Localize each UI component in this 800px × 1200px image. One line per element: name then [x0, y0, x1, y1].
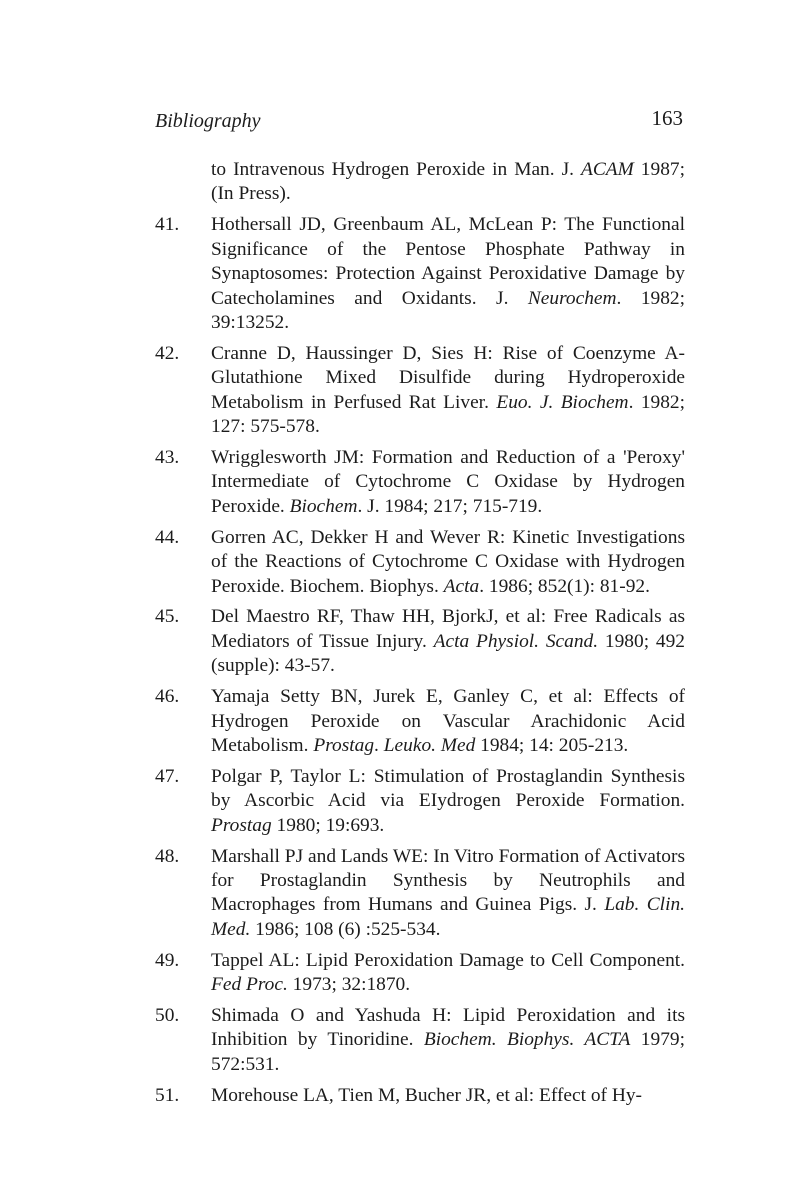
reference-text-segment: 1987; (In Press). [211, 159, 685, 205]
reference-text [211, 606, 685, 676]
reference-text-segment: Cranne D, Haussinger D, Sies H: Rise of Coenzyme A-Glutathione Mixed Disulfide during Hydroperoxide Metabolism in Perfused Rat Liver. [211, 342, 685, 413]
reference-item [155, 845, 685, 943]
reference-list [155, 158, 685, 1115]
reference-text [211, 1005, 685, 1075]
reference-item [155, 1084, 685, 1108]
reference-text [211, 159, 685, 204]
journal-title: ACAM [581, 159, 634, 180]
journal-title: Leuko. Med [383, 734, 476, 756]
page-number: 163 [651, 106, 683, 130]
reference-text-segment: 1973; 32:1870. [287, 974, 411, 996]
reference-text-segment: . 1982; 39:13252. [211, 287, 685, 333]
reference-number: 44. [155, 526, 180, 548]
reference-text [211, 950, 685, 995]
reference-item [155, 1004, 685, 1077]
reference-text-segment: Marshall PJ and Lands WE: In Vitro Formation of Activators for Prostaglandin Synthesis by Neutrophils and Macrophages from Humans and Guinea Pigs. J. [211, 845, 685, 916]
reference-text-segment: Del Maestro RF, Thaw HH, BjorkJ, et al: Free Radicals as Mediators of Tissue Injury. [211, 606, 685, 652]
reference-text-segment: . J. 1984; 217; 715-719. [357, 495, 543, 517]
reference-text-segment: Tappel AL: Lipid Peroxidation Damage to Cell Component. [211, 949, 685, 971]
reference-text-segment: to Intravenous Hydrogen Peroxide in Man. J. [211, 159, 582, 180]
reference-item [155, 158, 685, 207]
reference-text [211, 214, 685, 333]
reference-number: 48. [155, 845, 180, 867]
reference-text [211, 1085, 642, 1106]
reference-text [211, 686, 685, 756]
journal-title: Prostag [313, 734, 375, 756]
reference-text-segment: 1984; 14: 205-213. [475, 734, 629, 756]
reference-text [211, 846, 685, 940]
reference-number: 51. [155, 1084, 180, 1106]
running-title: Bibliography [155, 110, 261, 132]
reference-text [211, 447, 685, 517]
reference-text-segment: Morehouse LA, Tien M, Bucher JR, et al: Effect of Hy- [211, 1084, 643, 1106]
reference-item [155, 765, 685, 838]
reference-item [155, 685, 685, 758]
reference-item [155, 526, 685, 599]
journal-title: Biochem [289, 495, 358, 517]
reference-text-segment: Wrigglesworth JM: Formation and Reduction of a 'Peroxy' Intermediate of Cytochrome C Oxidase by Hydrogen Peroxide. [211, 446, 685, 517]
reference-text [211, 766, 685, 836]
reference-item [155, 605, 685, 678]
reference-number: 46. [155, 686, 180, 708]
reference-text-segment: Polgar P, Taylor L: Stimulation of Prostaglandin Synthesis by Ascorbic Acid via EIydrogen Peroxide Formation. [211, 765, 685, 812]
journal-title: Fed Proc. [211, 974, 288, 996]
journal-title: Euo. J. Biochem [496, 391, 629, 413]
reference-number: 42. [155, 342, 180, 364]
journal-title: Acta Physiol. Scand. [433, 630, 599, 652]
journal-title: Neurochem [527, 287, 617, 309]
reference-item [155, 342, 685, 440]
reference-item [155, 213, 685, 335]
reference-text-segment: 1979; 572:531. [211, 1029, 685, 1075]
reference-text-segment: Hothersall JD, Greenbaum AL, McLean P: The Functional Significance of the Pentose Phosphate Pathway in Synaptosomes: Protection Against Peroxidative Damage by Catecholamines and Oxidants. J. [211, 214, 685, 309]
reference-number: 50. [155, 1005, 180, 1026]
reference-text [211, 343, 685, 437]
reference-item [155, 446, 685, 519]
reference-number: 45. [155, 606, 180, 628]
reference-text-segment: Gorren AC, Dekker H and Wever R: Kinetic Investigations of the Reactions of Cytochrome C Oxidase with Hydrogen Peroxide. Biochem. Biophys. [211, 526, 685, 597]
reference-text-segment: 1980; 492 (supple): 43-57. [211, 630, 685, 677]
reference-text-segment: Yamaja Setty BN, Jurek E, Ganley C, et al: Effects of Hydrogen Peroxide on Vascular Arachidonic Acid Metabolism. [211, 686, 685, 756]
reference-text-segment: Shimada O and Yashuda H: Lipid Peroxidation and its Inhibition by Tinoridine. [211, 1005, 685, 1051]
reference-text-segment: . 1982; 127: 575-578. [211, 391, 685, 438]
reference-number: 49. [155, 949, 180, 971]
journal-title: Biochem. Biophys. ACTA [423, 1029, 631, 1051]
reference-number: 41. [155, 214, 180, 236]
reference-text-segment: 1980; 19:693. [271, 814, 385, 836]
reference-number: 43. [155, 446, 180, 468]
journal-title: Lab. Clin. Med. [211, 894, 685, 940]
reference-text [211, 527, 685, 597]
running-head [155, 106, 685, 136]
journal-title: Acta [443, 575, 480, 597]
reference-text-segment: . [374, 734, 384, 756]
reference-text-segment: 1986; 108 (6) :525-534. [250, 918, 441, 940]
reference-item [155, 949, 685, 998]
reference-text-segment: . 1986; 852(1): 81-92. [479, 575, 650, 597]
journal-title: Prostag [211, 814, 272, 836]
reference-number: 47. [155, 765, 180, 787]
